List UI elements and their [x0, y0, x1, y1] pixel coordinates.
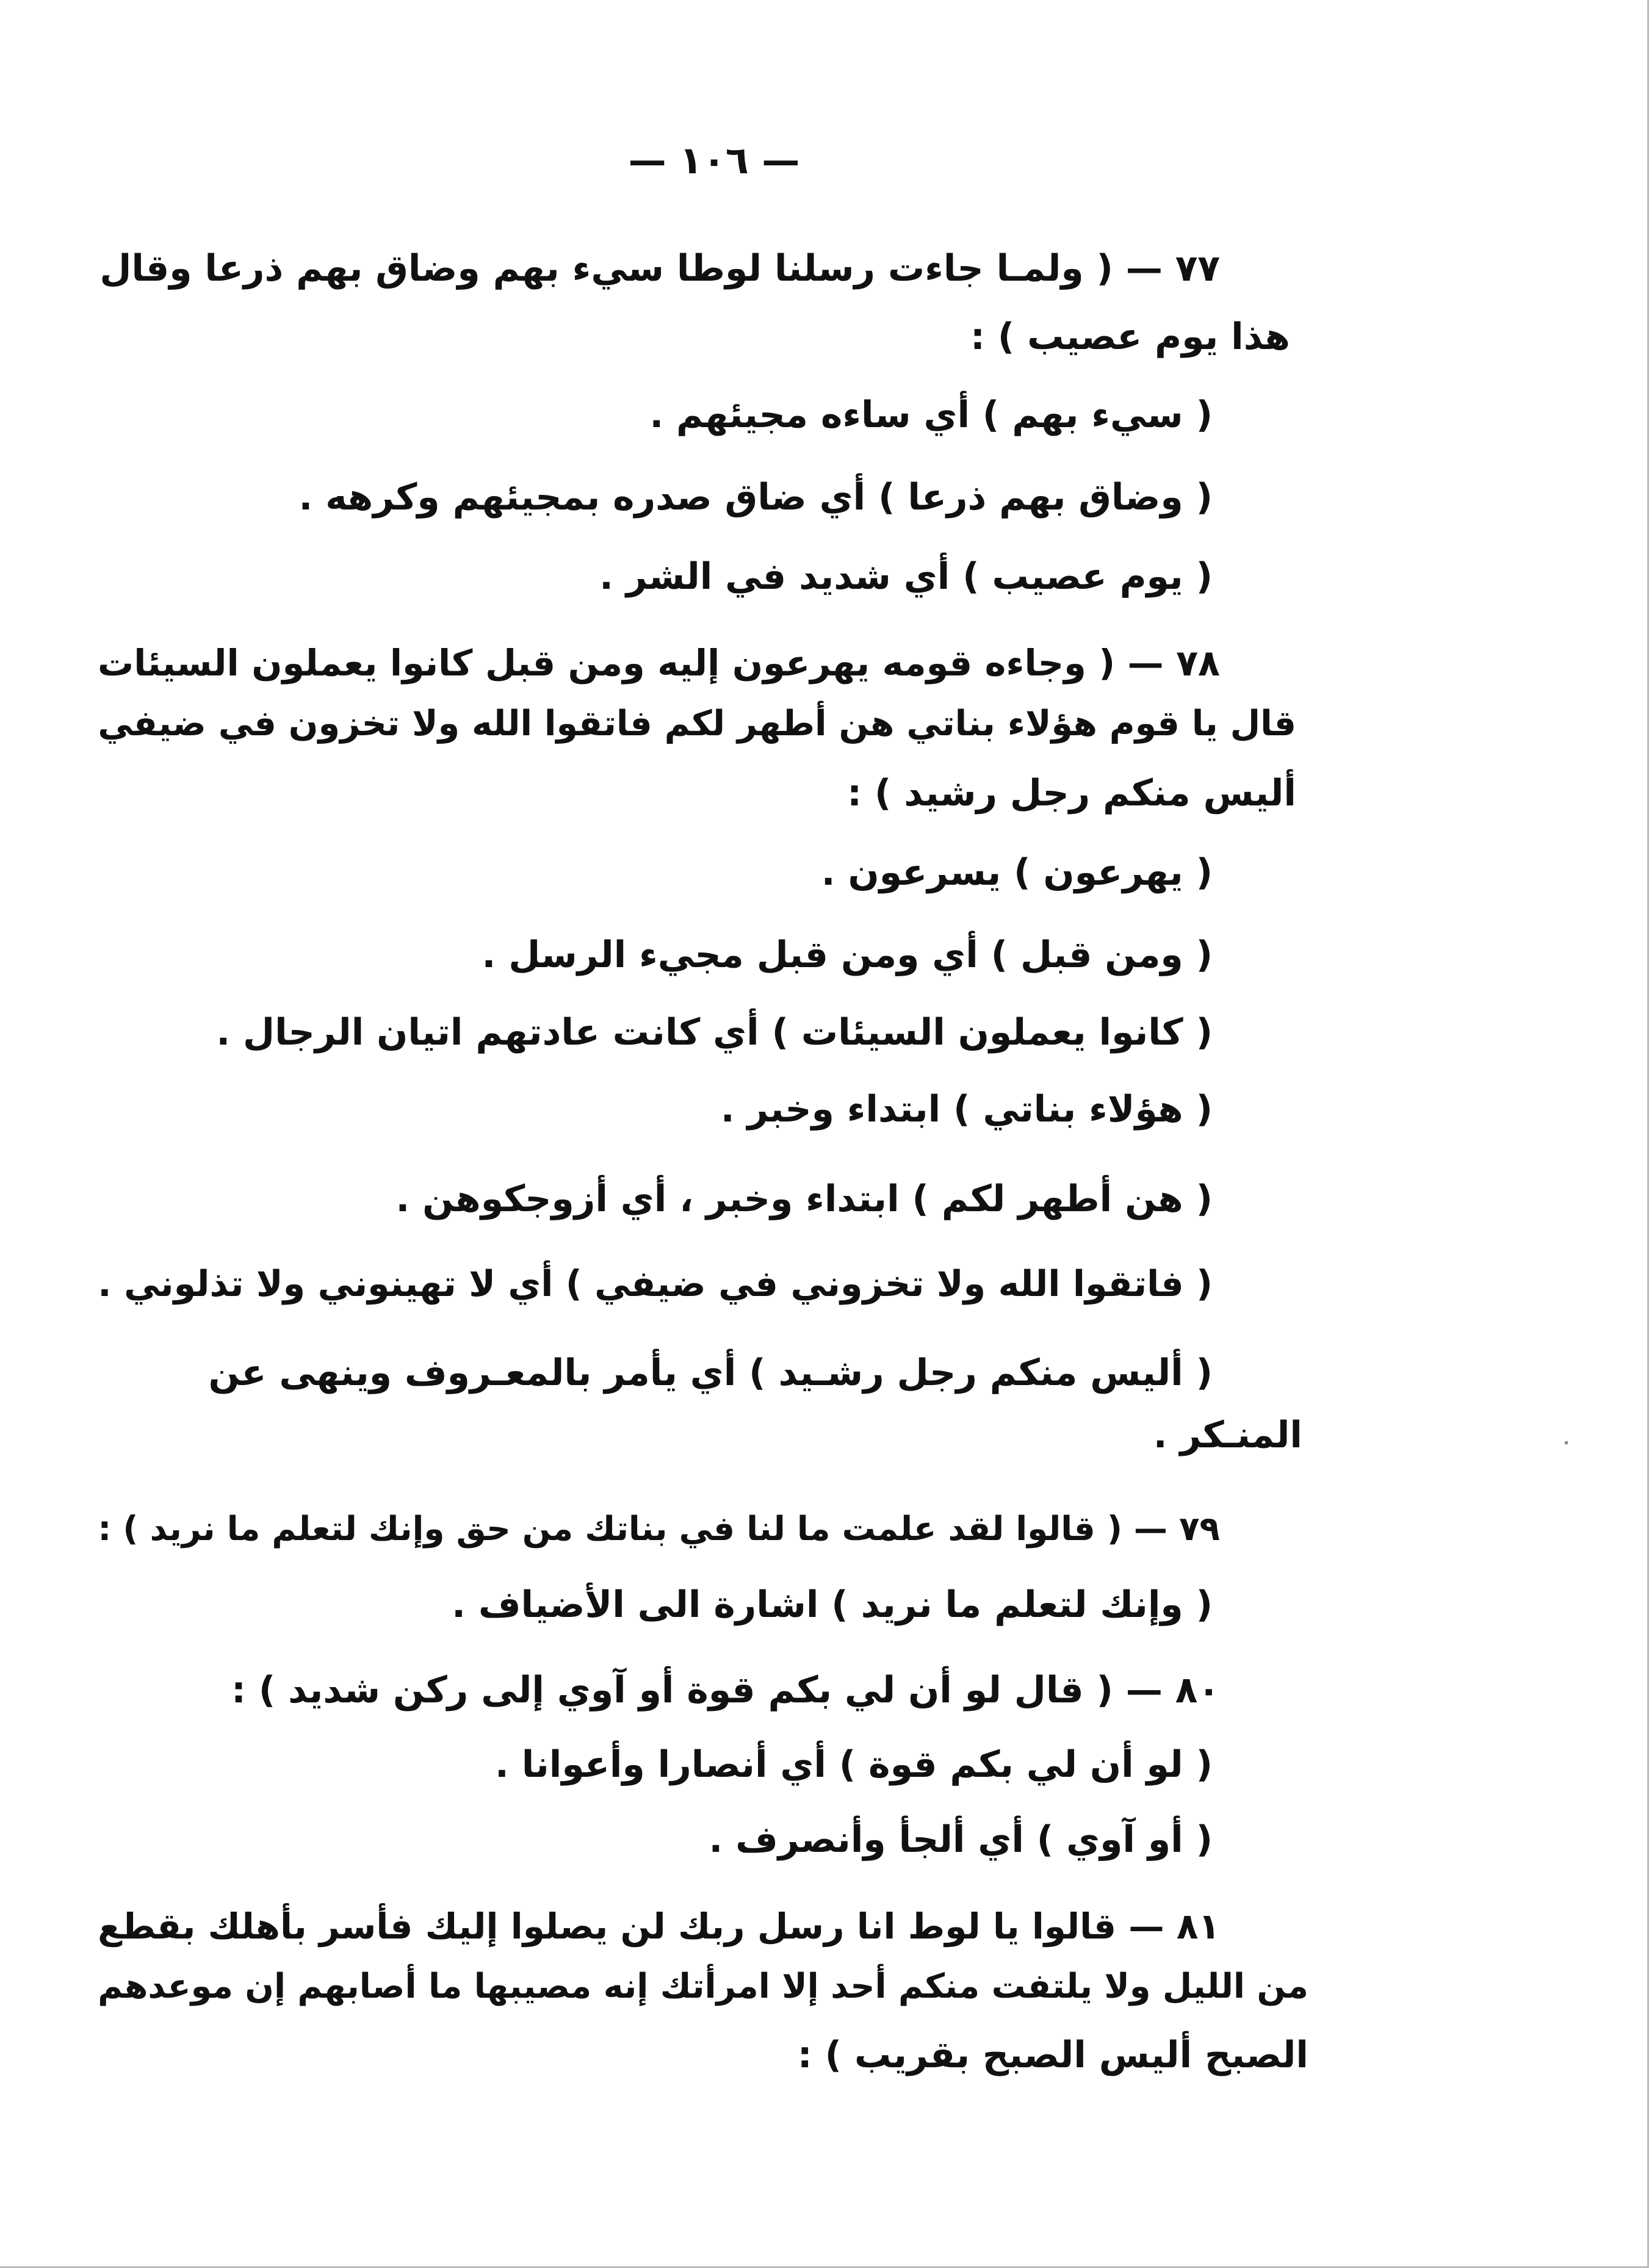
gloss-78-7: ( أليس منكم رجل رشـيد ) أي يأمر بالمعـروف وينهى عن [208, 1352, 1213, 1394]
gloss-78-1: ( يهرعون ) يسرعون . [821, 851, 1213, 894]
verse-81-line-1: ٨١ — قالوا يا لوط انا رسل ربك لن يصلوا إليك فأسر بأهلك بقطع [98, 1906, 1220, 1947]
gloss-78-2: ( ومن قبل ) أي ومن قبل مجيء الرسل . [482, 934, 1213, 976]
gloss-78-3: ( كانوا يعملون السيئات ) أي كانت عادتهم اتيان الرجال . [216, 1011, 1213, 1054]
page-number: — ١٠٦ — [628, 138, 800, 182]
gloss-80-2: ( أو آوي ) أي ألجأ وأنصرف . [709, 1818, 1213, 1861]
gloss-77-2: ( وضاق بهم ذرعا ) أي ضاق صدره بمجيئهم وكرهه . [298, 476, 1213, 519]
scan-speck [1565, 1441, 1568, 1444]
verse-77-line-1: ٧٧ — ( ولمـا جاءت رسلنا لوطا سيء بهم وضاق بهم ذرعا وقال [99, 247, 1220, 290]
verse-78-line-2: قال يا قوم هؤلاء بناتي هن أطهر لكم فاتقوا الله ولا تخزون في ضيفي [98, 704, 1296, 744]
verse-78-line-1: ٧٨ — ( وجاءه قومه يهرعون إليه ومن قبل كانوا يعملون السيئات [98, 642, 1220, 684]
gloss-78-4: ( هؤلاء بناتي ) ابتداء وخبر . [720, 1088, 1213, 1131]
gloss-77-1: ( سيء بهم ) أي ساءه مجيئهم . [649, 394, 1213, 436]
verse-81-line-2: من الليل ولا يلتفت منكم أحد إلا امرأتك إنه مصيبها ما أصابهم إن موعدهم [98, 1967, 1308, 2006]
verse-81-line-3: الصبح أليس الصبح بقريب ) : [797, 2034, 1308, 2076]
gloss-80-1: ( لو أن لي بكم قوة ) أي أنصارا وأعوانا . [495, 1743, 1213, 1786]
gloss-78-6: ( فاتقوا الله ولا تخزوني في ضيفي ) أي لا تهينوني ولا تذلوني . [98, 1262, 1213, 1305]
gloss-77-3: ( يوم عصيب ) أي شديد في الشر . [599, 555, 1213, 598]
gloss-78-8: المنـكر . [1153, 1414, 1302, 1456]
gloss-78-5: ( هن أطهر لكم ) ابتداء وخبر ، أي أزوجكوهن . [395, 1178, 1213, 1220]
verse-80-line-1: ٨٠ — ( قال لو أن لي بكم قوة أو آوي إلى ركن شديد ) : [231, 1669, 1220, 1712]
verse-79-line-1: ٧٩ — ( قالوا لقد علمت ما لنا في بناتك من حق وإنك لتعلم ما نريد ) : [98, 1509, 1220, 1548]
verse-78-line-3: أليس منكم رجل رشيد ) : [847, 772, 1296, 815]
verse-77-line-2: هذا يوم عصيب ) : [970, 315, 1290, 358]
gloss-79-1: ( وإنك لتعلم ما نريد ) اشارة الى الأضياف . [452, 1583, 1213, 1626]
